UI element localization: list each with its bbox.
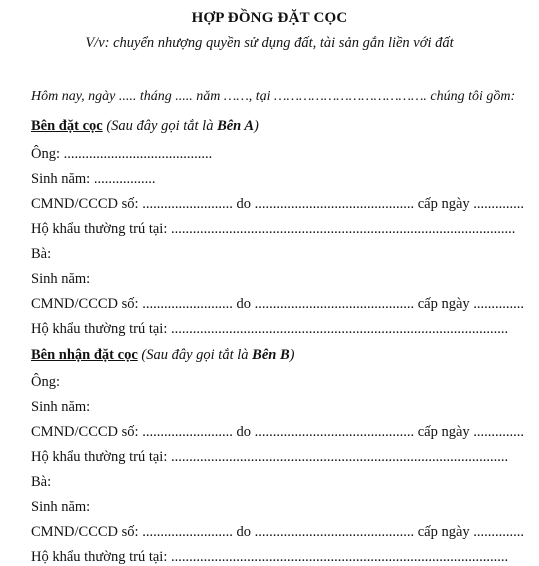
party-a-ba-id-field: CMND/CCCD số: ......................... do ............................................ cấp ngày .............. xyxy=(31,296,524,312)
party-b-ong-field: Ông: xyxy=(31,374,60,390)
party-a-ba-field: Bà: xyxy=(31,246,52,262)
party-a-ba-birth-year-field: Sinh năm: xyxy=(31,271,91,287)
party-a-id-field: CMND/CCCD số: ......................... do ............................................ cấp ngày .............. xyxy=(31,196,524,212)
party-b-ba-birth-year-field: Sinh năm: xyxy=(31,499,91,515)
intro-line: Hôm nay, ngày ..... tháng ..... năm ……, tại ………………………………. chúng tôi gồm: xyxy=(31,89,516,104)
party-a-heading-line xyxy=(31,117,259,135)
party-b-ba-residence-field: Hộ khẩu thường trú tại: ............................................................................................. xyxy=(31,549,509,565)
party-b-residence-field: Hộ khẩu thường trú tại: ............................................................................................. xyxy=(31,449,509,465)
party-a-heading: Bên đặt cọc xyxy=(31,118,103,134)
party-b-id-field: CMND/CCCD số: ......................... do ............................................ cấp ngày .............. xyxy=(31,424,524,440)
party-a-birth-year-field: Sinh năm: ................. xyxy=(31,171,156,187)
party-b-ba-id-field: CMND/CCCD số: ......................... do ............................................ cấp ngày .............. xyxy=(31,524,524,540)
document-title: HỢP ĐỒNG ĐẶT CỌC xyxy=(191,10,348,26)
document-subtitle: V/v: chuyển nhượng quyền sử dụng đất, tài sản gắn liền với đất xyxy=(85,35,454,51)
party-b-birth-year-field: Sinh năm: xyxy=(31,399,91,415)
party-b-ba-field: Bà: xyxy=(31,474,52,490)
party-a-note: (Sau đây gọi tắt là Bên A) xyxy=(106,118,259,134)
party-b-heading-line xyxy=(31,346,294,364)
party-b-note: (Sau đây gọi tắt là Bên B) xyxy=(141,347,295,363)
party-a-ong-field: Ông: ......................................... xyxy=(31,146,213,162)
party-b-heading: Bên nhận đặt cọc xyxy=(31,347,138,363)
party-a-residence-field: Hộ khẩu thường trú tại: ............................................................................................... xyxy=(31,221,516,237)
party-a-ba-residence-field: Hộ khẩu thường trú tại: ............................................................................................. xyxy=(31,321,509,337)
